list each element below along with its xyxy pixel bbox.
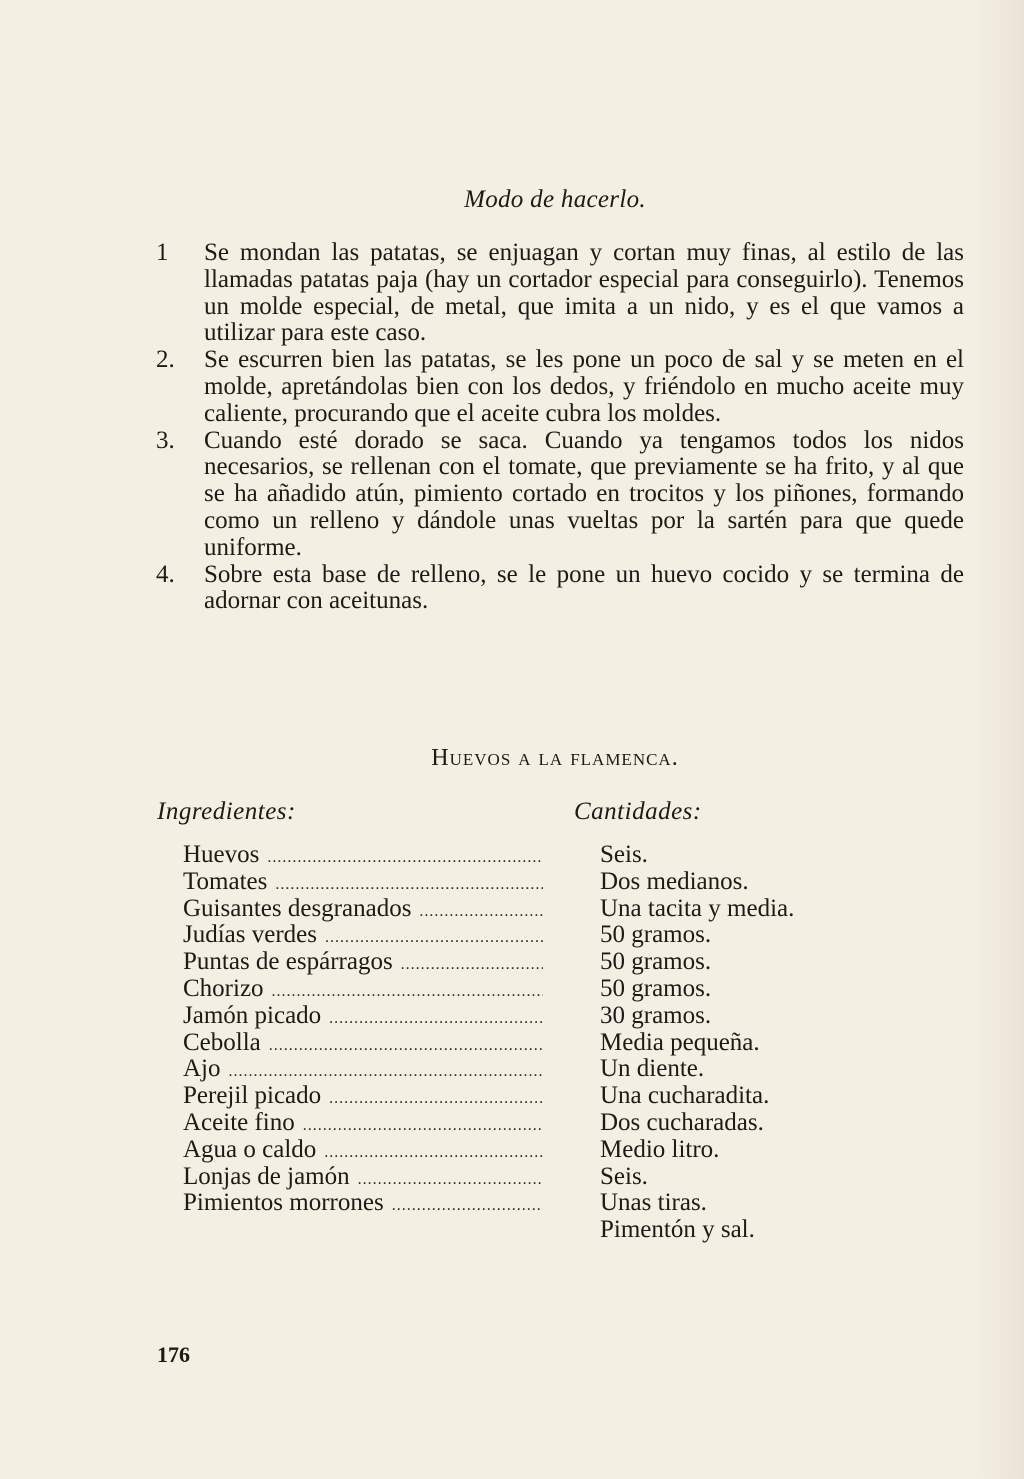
ingredient-name: Jamón picado — [183, 1002, 322, 1029]
ingredient-row — [183, 1030, 543, 1057]
quantities-header: Cantidades: — [574, 798, 702, 825]
recipe-title: Huevos a la flamenca. — [431, 745, 679, 771]
quantities-list — [600, 842, 900, 1244]
quantity-item: 30 gramos. — [600, 1001, 712, 1029]
quantity-item: Dos medianos. — [600, 867, 749, 895]
dot-leader — [329, 1006, 543, 1030]
quantity-item: Unas tiras. — [600, 1189, 707, 1217]
ingredient-row — [183, 949, 543, 976]
quantity-item: Medio litro. — [600, 1135, 720, 1163]
step-item — [152, 240, 964, 347]
ingredient-name: Pimientos morrones — [183, 1190, 384, 1217]
dot-leader — [272, 979, 543, 1003]
ingredient-name: Aceite fino — [183, 1109, 295, 1136]
dot-leader — [269, 1033, 543, 1057]
ingredient-name: Cebolla — [183, 1029, 261, 1056]
quantity-item: Seis. — [600, 841, 648, 868]
ingredient-row — [183, 1056, 543, 1083]
step-number: 1 — [156, 239, 169, 266]
ingredient-name: Puntas de espárragos — [183, 949, 393, 976]
quantity-item: Seis. — [600, 1162, 648, 1190]
step-item — [152, 562, 964, 616]
quantity-item: Dos cucharadas. — [600, 1108, 764, 1136]
ingredient-row — [183, 1137, 543, 1164]
dot-leader — [329, 1086, 543, 1110]
dot-leader — [303, 1113, 543, 1137]
ingredient-row — [183, 842, 543, 869]
section-heading: Modo de hacerlo. — [464, 186, 646, 213]
ingredient-row — [183, 1003, 543, 1030]
dot-leader — [419, 899, 543, 923]
page-number: 176 — [157, 1342, 190, 1367]
step-number: 3. — [156, 426, 175, 454]
ingredients-header: Ingredientes: — [157, 798, 296, 825]
dot-leader — [275, 872, 543, 896]
ingredient-name: Tomates — [183, 868, 268, 895]
steps-list — [152, 240, 964, 615]
ingredient-name: Ajo — [183, 1056, 221, 1083]
quantity-item: Un diente. — [600, 1055, 705, 1083]
ingredient-row — [183, 922, 543, 949]
ingredient-row — [183, 1083, 543, 1110]
ingredient-name: Huevos — [183, 842, 260, 868]
dot-leader — [358, 1167, 543, 1191]
quantity-item: Una cucharadita. — [600, 1082, 770, 1110]
step-item — [152, 428, 964, 562]
ingredient-name: Chorizo — [183, 975, 264, 1002]
ingredient-row — [183, 976, 543, 1003]
dot-leader — [324, 1140, 543, 1164]
quantity-item: 50 gramos. — [600, 948, 712, 976]
quantity-item: 50 gramos. — [600, 921, 712, 949]
quantity-item: Media pequeña. — [600, 1028, 760, 1056]
step-text: Se escurren bien las patatas, se les pone un poco de sal y se meten en el molde, apretándolas bien con los dedos, y friéndolo en mucho aceite muy caliente, procurando que el aceite cubra los moldes. — [204, 346, 964, 427]
step-text: Sobre esta base de relleno, se le pone un huevo cocido y se termina de adornar con aceitunas. — [204, 560, 964, 615]
quantity-item: Pimentón y sal. — [600, 1216, 755, 1244]
ingredients-list — [183, 842, 543, 1217]
ingredient-row — [183, 1110, 543, 1137]
ingredient-name: Agua o caldo — [183, 1136, 317, 1163]
ingredient-row — [183, 1190, 543, 1217]
ingredient-name: Lonjas de jamón — [183, 1163, 350, 1190]
ingredient-row — [183, 869, 543, 896]
dot-leader — [325, 925, 543, 949]
ingredient-name: Guisantes desgranados — [183, 895, 412, 922]
dot-leader — [401, 952, 543, 976]
ingredient-row — [183, 1164, 543, 1191]
quantity-item: 50 gramos. — [600, 974, 712, 1002]
step-item — [152, 347, 964, 427]
ingredient-name: Perejil picado — [183, 1083, 322, 1110]
dot-leader — [229, 1059, 544, 1083]
step-number: 2. — [156, 346, 175, 374]
ingredient-name: Judías verdes — [183, 922, 317, 949]
step-text: Cuando esté dorado se saca. Cuando ya tengamos todos los nidos necesarios, se rellenan con el tomate, que previamente se ha frito, y al que se ha añadido atún, pimiento cortado en trocitos y los piñones, formando como un relleno y dándole unas vueltas por la sartén para que quede uniforme. — [204, 426, 964, 561]
quantity-item: Una tacita y media. — [600, 894, 795, 922]
step-text: Se mondan las patatas, se enjuagan y cortan muy finas, al estilo de las llamadas patatas paja (hay un cortador especial para conseguirlo). Tenemos un molde especial, de metal, que imita a un nido, y es el que vamos a utilizar para este caso. — [204, 239, 964, 347]
dot-leader — [267, 845, 543, 869]
ingredient-row — [183, 896, 543, 923]
step-number: 4. — [156, 560, 175, 588]
dot-leader — [392, 1193, 543, 1217]
